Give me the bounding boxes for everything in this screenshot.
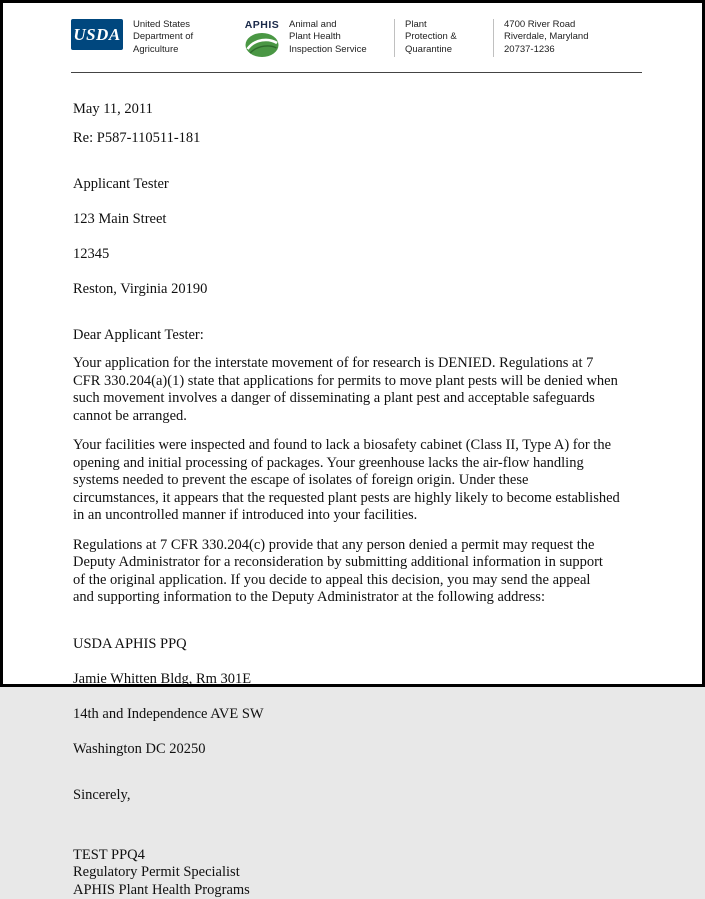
reference-number: Re: P587-110511-181 [73,130,634,148]
signature-block [73,847,634,899]
recipient-address [73,158,634,316]
appeal-address-city: Washington DC 20250 [73,741,634,759]
paragraph-denial: Your application for the interstate movement of for research is DENIED. Regulations at 7 CFR 330.204(a)(1) state that applications for permits to move plant pests will be denied when such movement involves a danger of disseminating a plant pest and acceptable safeguards cannot be arranged. [73,355,634,425]
recipient-city-state: Reston, Virginia 20190 [73,281,634,299]
appeal-address-building: Jamie Whitten Bldg, Rm 301E [73,671,634,689]
usda-department-text: United States Department of Agriculture [133,19,228,56]
usda-logo-text: USDA [73,25,120,45]
office-address-text: 4700 River Road Riverdale, Maryland 20737-1236 [493,19,623,57]
aphis-emblem-icon [244,32,280,58]
letterhead [15,13,690,63]
recipient-zip: 12345 [73,246,634,264]
paragraph-appeal: Regulations at 7 CFR 330.204(c) provide that any person denied a permit may request the Deputy Administrator for a reconsideration by submitting additional information in support of the original application. If you decide to appeal this decision, you may send the appeal and supporting information to the Deputy Administrator at the following address: [73,537,634,607]
program-text: Plant Protection & Quarantine [394,19,482,57]
signer-program: APHIS Plant Health Programs [73,882,634,899]
appeal-address-street: 14th and Independence AVE SW [73,706,634,724]
aphis-service-text: Animal and Plant Health Inspection Service [289,19,382,56]
recipient-name: Applicant Tester [73,176,634,194]
aphis-logo-text: APHIS [240,19,284,31]
letter-date: May 11, 2011 [73,101,634,119]
signer-name: TEST PPQ4 [73,847,634,865]
closing: Sincerely, [73,787,634,805]
recipient-street: 123 Main Street [73,211,634,229]
appeal-address-org: USDA APHIS PPQ [73,636,634,654]
aphis-logo [240,19,284,63]
signer-title: Regulatory Permit Specialist [73,864,634,882]
salutation: Dear Applicant Tester: [73,327,634,345]
letter-body [15,73,690,899]
usda-logo [71,19,123,50]
appeal-address [73,619,634,777]
paragraph-inspection: Your facilities were inspected and found to lack a biosafety cabinet (Class II, Type A) for the opening and initial processing of packages. Your greenhouse lacks the air-flow handling systems needed to prevent the escape of isolates of foreign origin. Under these circumstances, it appears that the requested plant pests are highly likely to become established in an uncontrolled manner if introduced into your facilities. [73,437,634,525]
